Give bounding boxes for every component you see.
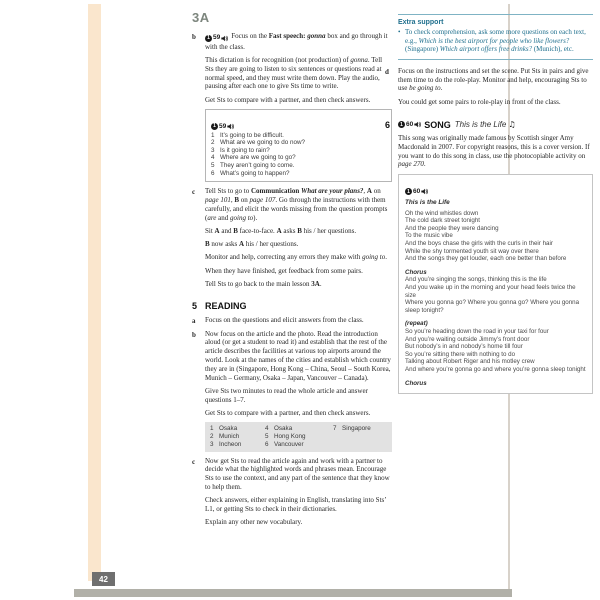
item-label: b — [192, 33, 196, 41]
answer: 2 Munich — [210, 433, 240, 441]
item-label: b — [192, 330, 196, 339]
lyric-line: The cold dark street tonight — [405, 217, 480, 225]
section-heading-reading: 5 READING — [192, 301, 247, 312]
answer-key-column — [265, 425, 333, 448]
paragraph: B now asks A his / her questions. — [205, 240, 299, 249]
speaker-icon — [414, 121, 421, 128]
lyric-chorus-label: Chorus — [405, 268, 427, 276]
paragraph: Focus on the instructions and set the scene. Put Sts in pairs and give them time to do the role-play. Monitor and help, encouraging Sts to use be going to. — [398, 66, 589, 93]
speaker-icon — [221, 35, 228, 42]
audio-track-badge: 1 60 — [398, 121, 421, 128]
audio-script-box — [205, 109, 392, 182]
lyric-chorus-label: Chorus — [405, 379, 427, 387]
audio-track-badge: 1 59 — [211, 123, 234, 130]
paragraph: Tell Sts to go to Communication What are your plans?, A on page 101, B on page 107. Go through the instructions with them carefully, and elicit the words missing from the question prompts (are and going to). — [205, 187, 388, 222]
page-spine-edge — [88, 4, 101, 581]
answer: 3 Incheon — [210, 440, 242, 448]
paragraph: Explain any other new vocabulary. — [205, 518, 303, 527]
lyric-line: And the boys chase the girls with the curls in their hair — [405, 240, 553, 248]
audio-track-badge: 1 59 — [205, 34, 228, 43]
bullet-icon: • — [398, 28, 401, 36]
answer-key-column — [333, 425, 387, 448]
disc-number-icon: 1 — [205, 35, 212, 42]
page — [88, 4, 590, 590]
disc-number-icon: 1 — [398, 121, 405, 128]
extra-support-title: Extra support — [398, 19, 444, 26]
activity-item-c2 — [192, 457, 392, 532]
section-heading-song: 6 1 60 SONG This is the Life ♫ — [385, 119, 516, 130]
song-title: This is the Life — [454, 120, 507, 130]
item-label: c — [192, 457, 196, 466]
answer: 1 Osaka — [210, 425, 238, 433]
audio-script-line: 5 They aren’t going to come. — [211, 161, 295, 169]
answer: 6 Vancouver — [265, 440, 304, 448]
lyric-line: And the people they were dancing — [405, 224, 499, 232]
item-label: d — [385, 67, 389, 76]
lyric-line: But nobody’s in and nobody’s home till four — [405, 343, 523, 351]
lyric-line: So you’re heading down the road in your taxi for four — [405, 327, 549, 335]
activity-item-d — [385, 67, 593, 111]
page-number: 42 — [92, 572, 115, 586]
paragraph: Tell Sts to go back to the main lesson 3A. — [205, 280, 322, 289]
activity-item-b2 — [192, 330, 392, 457]
lyric-line: Where you gonna go? Where you gonna go? Where you gonna sleep tonight? — [405, 299, 580, 314]
lyric-repeat-label: (repeat) — [405, 320, 428, 328]
song-lyrics-box — [398, 174, 593, 394]
lesson-heading: 3A — [192, 10, 210, 25]
item-b-intro-text: Focus on the Fast speech: gonna box and go through it with the class. — [205, 32, 388, 51]
speaker-icon — [421, 188, 428, 195]
paragraph: Sit A and B face-to-face. A asks B his / her questions. — [205, 226, 357, 235]
disc-number-icon: 1 — [211, 123, 218, 130]
item-label: c — [192, 188, 196, 197]
lyric-line: And you’re singing the songs, thinking this is the life — [405, 276, 547, 284]
audio-script-line: 6 What’s going to happen? — [211, 169, 290, 177]
paragraph: When they have finished, get feedback from some pairs. — [205, 266, 363, 275]
page-bottom-shadow — [74, 589, 512, 597]
lyric-line: And where you’re gonna go and where you’re gonna sleep tonight — [405, 365, 586, 373]
activity-item-b — [192, 32, 392, 187]
item-label: a — [192, 317, 196, 326]
answer: 7 Singapore — [333, 425, 371, 433]
item-b-intro — [205, 32, 392, 52]
audio-script-line: 2 What are we going to do now? — [211, 139, 306, 147]
music-note-icon: ♫ — [508, 120, 516, 130]
paragraph: Give Sts two minutes to read the whole article and answer questions 1–7. — [205, 386, 368, 404]
audio-script-line: 1 It’s going to be difficult. — [211, 131, 284, 139]
paragraph: You could get some pairs to role-play in front of the class. — [398, 97, 561, 106]
speaker-icon — [227, 123, 234, 130]
lyric-line: So you’re sitting there with nothing to do — [405, 350, 516, 358]
audio-script-line: 4 Where are we going to go? — [211, 154, 296, 162]
lyric-line: And you’re waiting outside Jimmy’s front door — [405, 335, 530, 343]
right-column — [385, 14, 593, 394]
paragraph: Check answers, either explaining in English, translating into Sts’ L1, or getting Sts to check in their dictionaries. — [205, 496, 387, 514]
answer: 4 Osaka — [265, 425, 293, 433]
paragraph: Now focus on the article and the photo. Read the introduction aloud (or get a student to read it) and establish that the rest of the article describes the facilities at various top airports around the world. Look at the names of the cities and establish which country they are in (Singapore, Hong Kong – China, Seoul – South Korea, Munich – Germany, Osaka – Japan, Vancouver – Canada). — [205, 329, 391, 382]
lyric-line: While the shy tormented youth sit way over there — [405, 247, 539, 255]
answer: 5 Hong Kong — [265, 433, 306, 441]
lyric-line: And you wake up in the morning and your head feels twice the size — [405, 284, 576, 299]
paragraph: Get Sts to compare with a partner, and then check answers. — [205, 408, 371, 417]
lyric-line: Oh the wind whistles down — [405, 209, 479, 217]
extra-support-bullet: • To check comprehension, ask some more questions on each text, e.g., Which is the best airport for people who like flowers? (Singapore) Which airport offers free drinks? (Munich), etc. — [398, 28, 586, 54]
answer-key-box — [205, 422, 392, 451]
extra-support-box — [398, 14, 593, 60]
activity-item-c — [192, 187, 392, 293]
activity-item-a — [192, 316, 392, 329]
lyrics-song-title: This is the Life — [405, 198, 450, 206]
paragraph: Monitor and help, correcting any errors they make with going to. — [205, 253, 387, 262]
lyric-line: Talking about Robert Riger and his motley crew — [405, 358, 535, 366]
lyric-line: And the songs they get louder, each one better than before — [405, 255, 567, 263]
audio-track-badge: 1 60 — [405, 188, 428, 195]
answer-key-column — [210, 425, 265, 448]
paragraph: This dictation is for recognition (not production) of gonna. Tell Sts they are going to listen to six sentences or questions read at normal speed, and they must write them down. Play the audio, pausing after each one to give Sts time to write. — [205, 56, 383, 91]
song-intro-paragraph: This song was originally made famous by Scottish singer Amy Macdonald in 2007. For copyright reasons, this is a cover version. If you want to do this song in class, use the photocopiable activity on page 270. — [398, 133, 590, 169]
audio-script-line: 3 Is it going to rain? — [211, 146, 270, 154]
paragraph: Get Sts to compare with a partner, and then check answers. — [205, 95, 371, 104]
paragraph: Focus on the questions and elicit answers from the class. — [205, 316, 364, 325]
song-heading-label: SONG — [424, 119, 451, 130]
left-column — [192, 10, 392, 532]
disc-number-icon: 1 — [405, 188, 412, 195]
paragraph: Now get Sts to read the article again and work with a partner to decide what the highlighted words and phrases mean. Encourage Sts to use the context, and any part of the sentence that they know to help them. — [205, 456, 390, 492]
lyric-line: To the music vibe — [405, 232, 453, 240]
